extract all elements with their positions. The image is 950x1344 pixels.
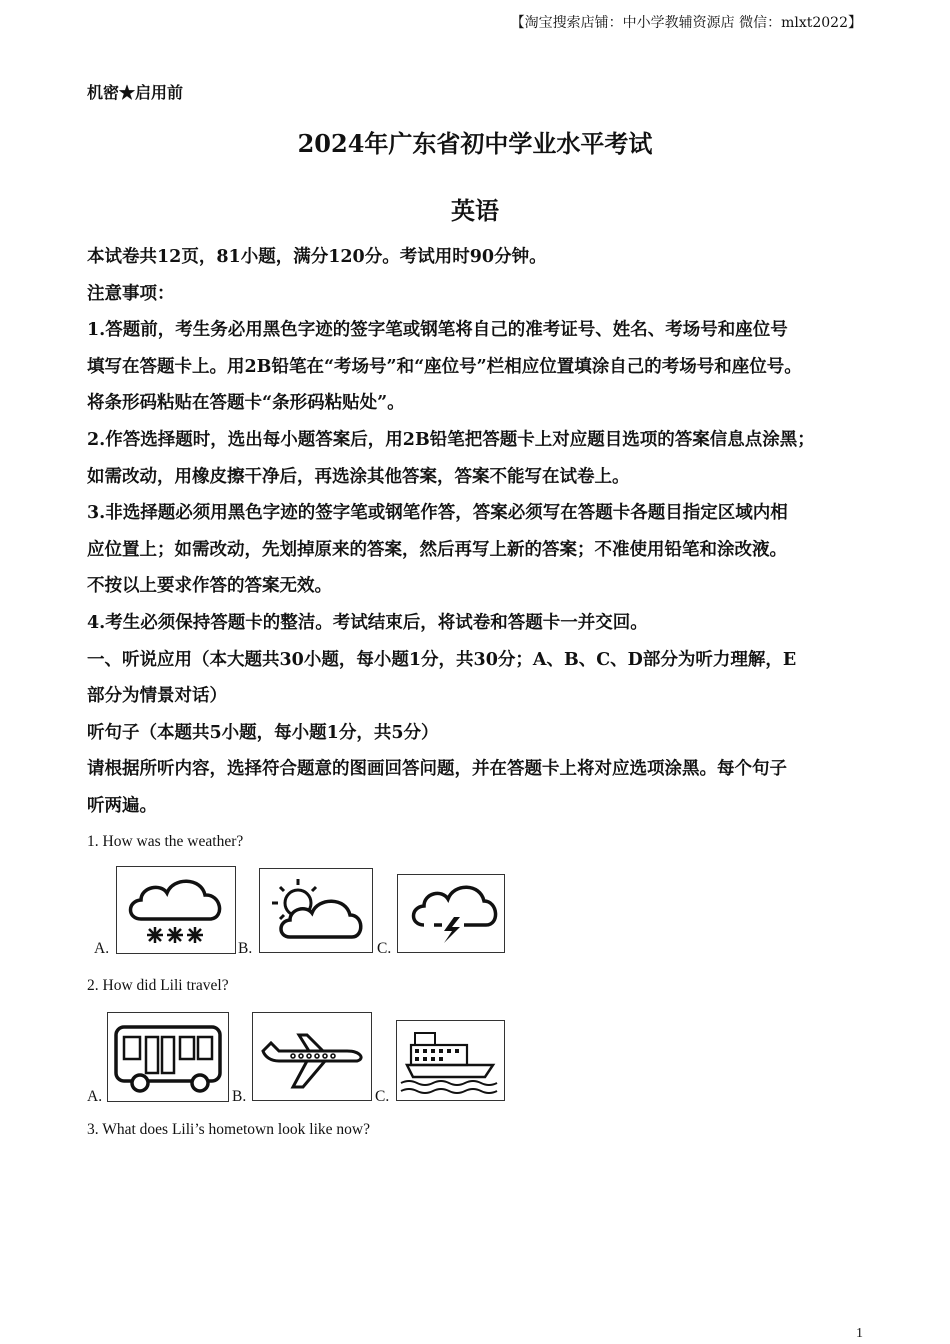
part-instruction: 请根据所听内容，选择符合题意的图画回答问题，并在答题卡上将对应选项涂黑。每个句子 xyxy=(87,759,787,780)
shop-watermark: 【淘宝搜索店铺：中小学教辅资源店 微信：mlxt2022】 xyxy=(510,15,862,31)
ship-icon xyxy=(396,1020,505,1101)
part-heading: 听句子（本题共5小题，每小题1分，共5分） xyxy=(87,722,439,743)
question-1: 1. How was the weather? xyxy=(87,833,244,850)
section-heading: 一、听说应用（本大题共30小题，每小题1分，共30分；A、B、C、D部分为听力理解，E xyxy=(87,649,797,670)
bus-icon xyxy=(107,1012,229,1102)
notice-line: 1.答题前，考生务必用黑色字迹的签字笔或钢笔将自己的准考证号、姓名、考场号和座位号 xyxy=(87,320,788,341)
notice-line: 填写在答题卡上。用2B铅笔在“考场号”和“座位号”栏相应位置填涂自己的考场号和座位号。 xyxy=(87,356,802,377)
sun-cloud-icon xyxy=(259,868,373,953)
section-heading-cont: 部分为情景对话） xyxy=(87,686,227,707)
airplane-icon xyxy=(252,1012,372,1101)
secret-label: 机密★启用前 xyxy=(87,83,184,102)
paper-info: 本试卷共12页，81小题，满分120分。考试用时90分钟。 xyxy=(87,247,547,267)
instructions-block xyxy=(87,239,877,825)
q1-option-b-label: B. xyxy=(238,940,253,957)
notice-line: 3.非选择题必须用黑色字迹的签字笔或钢笔作答，答案必须写在答题卡各题目指定区域内相 xyxy=(87,503,788,524)
thunder-cloud-icon xyxy=(397,874,505,953)
q2-option-a-label: A. xyxy=(87,1088,103,1105)
q1-option-c-label: C. xyxy=(377,940,392,957)
q2-option-b-label: B. xyxy=(232,1088,247,1105)
notice-line: 将条形码粘贴在答题卡“条形码粘贴处”。 xyxy=(87,393,405,414)
notice-line: 2.作答选择题时，选出每小题答案后，用2B铅笔把答题卡上对应题目选项的答案信息点涂黑； xyxy=(87,429,815,450)
q2-option-c-label: C. xyxy=(375,1088,390,1105)
q1-option-a-label: A. xyxy=(94,940,110,957)
page-number: 1 xyxy=(856,1326,863,1341)
snow-cloud-icon xyxy=(116,866,236,954)
exam-subject: 英语 xyxy=(451,196,499,225)
notice-line: 4.考生必须保持答题卡的整洁。考试结束后，将试卷和答题卡一并交回。 xyxy=(87,612,648,633)
question-2: 2. How did Lili travel? xyxy=(87,977,229,994)
exam-title: 2024年广东省初中学业水平考试 xyxy=(297,129,653,158)
notice-heading: 注意事项： xyxy=(87,283,175,304)
question-3: 3. What does Lili’s hometown look like now? xyxy=(87,1121,370,1138)
notice-line: 不按以上要求作答的答案无效。 xyxy=(87,576,332,597)
notice-line: 应位置上；如需改动，先划掉原来的答案，然后再写上新的答案；不准使用铅笔和涂改液。 xyxy=(87,539,787,560)
part-instruction-cont: 听两遍。 xyxy=(87,795,157,816)
notice-line: 如需改动，用橡皮擦干净后，再选涂其他答案，答案不能写在试卷上。 xyxy=(87,466,630,487)
